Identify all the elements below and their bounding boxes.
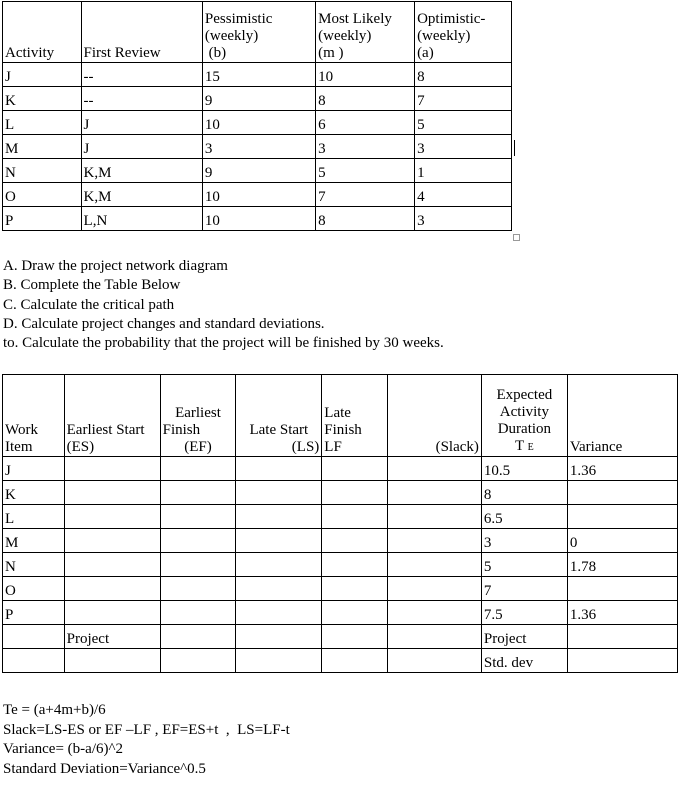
table-row	[3, 457, 678, 481]
task-item: D. Calculate project changes and standard deviations.	[3, 315, 325, 332]
work-item-cell	[3, 625, 65, 649]
table1-header-row	[3, 2, 512, 63]
ls-cell[interactable]	[236, 625, 322, 649]
project-te-label: Project	[481, 625, 567, 649]
most-likely-cell: 7	[316, 183, 415, 207]
variance-cell: 1.36	[567, 457, 677, 481]
std-dev-value[interactable]	[567, 649, 677, 673]
header-es-line2: (ES)	[66, 439, 95, 455]
activity-cell: P	[3, 207, 82, 231]
activity-cell: L	[3, 111, 82, 135]
lf-cell[interactable]	[322, 649, 388, 673]
header-lf-line1: Late	[324, 405, 351, 421]
first-review-cell: --	[81, 87, 202, 111]
slack-cell[interactable]	[387, 625, 481, 649]
es-cell[interactable]	[64, 457, 160, 481]
first-review-cell: K,M	[81, 183, 202, 207]
header-work-item-line1: Work	[5, 422, 38, 438]
table-row	[3, 87, 512, 111]
first-review-cell: K,M	[81, 159, 202, 183]
work-item-cell: P	[3, 601, 65, 625]
table-row	[3, 481, 678, 505]
variance-cell: 1.36	[567, 601, 677, 625]
lf-cell[interactable]	[322, 625, 388, 649]
te-cell: 3	[481, 529, 567, 553]
work-item-cell: M	[3, 529, 65, 553]
header-slack-label: (Slack)	[435, 439, 479, 455]
header-ef-line1: Earliest	[175, 405, 221, 421]
task-item: B. Complete the Table Below	[3, 277, 181, 294]
table2-header-row	[3, 375, 678, 457]
slack-cell[interactable]	[387, 649, 481, 673]
most-likely-cell: 8	[316, 87, 415, 111]
header-earliest-start	[64, 375, 160, 457]
schedule-table	[2, 374, 678, 673]
most-likely-cell: 3	[316, 135, 415, 159]
header-ef-line3: (EF)	[184, 439, 212, 455]
project-row	[3, 625, 678, 649]
slack-cell[interactable]	[387, 553, 481, 577]
optimistic-cell: 1	[415, 159, 512, 183]
slack-cell[interactable]	[387, 601, 481, 625]
std-dev-label: Std. dev	[481, 649, 567, 673]
header-variance-label: Variance	[569, 439, 623, 455]
ef-cell[interactable]	[160, 577, 236, 601]
table-row	[3, 135, 512, 159]
ef-cell[interactable]	[160, 457, 236, 481]
ls-cell[interactable]	[236, 481, 322, 505]
ef-cell[interactable]	[160, 529, 236, 553]
header-expected-duration	[481, 375, 567, 457]
table-row	[3, 601, 678, 625]
es-cell[interactable]	[64, 577, 160, 601]
header-lf-line3: LF	[324, 439, 342, 455]
most-likely-cell: 10	[316, 63, 415, 87]
lf-cell[interactable]	[322, 457, 388, 481]
text-cursor	[514, 140, 515, 156]
task-list	[3, 257, 444, 353]
table-row	[3, 183, 512, 207]
lf-cell[interactable]	[322, 577, 388, 601]
table-row	[3, 63, 512, 87]
work-item-cell: L	[3, 505, 65, 529]
header-most-likely-line3: (m )	[318, 45, 344, 61]
es-cell[interactable]	[64, 505, 160, 529]
ls-cell[interactable]	[236, 457, 322, 481]
ef-cell[interactable]	[160, 601, 236, 625]
activity-cell: M	[3, 135, 82, 159]
optimistic-cell: 4	[415, 183, 512, 207]
ls-cell[interactable]	[236, 553, 322, 577]
header-variance	[567, 375, 677, 457]
lf-cell[interactable]	[322, 529, 388, 553]
ls-cell[interactable]	[236, 649, 322, 673]
lf-cell[interactable]	[322, 601, 388, 625]
variance-cell	[567, 481, 677, 505]
header-te-line3: Duration	[497, 421, 552, 437]
te-symbol: T	[514, 438, 524, 454]
table-row	[3, 207, 512, 231]
te-cell: 10.5	[481, 457, 567, 481]
variance-cell: 1.78	[567, 553, 677, 577]
header-te-symbol	[484, 438, 565, 456]
formula-list	[3, 701, 290, 779]
ls-cell[interactable]	[236, 529, 322, 553]
te-cell: 7.5	[481, 601, 567, 625]
header-activity	[3, 2, 82, 63]
optimistic-cell: 8	[415, 63, 512, 87]
te-cell: 8	[481, 481, 567, 505]
header-late-start	[236, 375, 322, 457]
most-likely-cell: 8	[316, 207, 415, 231]
table-row	[3, 111, 512, 135]
optimistic-cell: 7	[415, 87, 512, 111]
slack-cell[interactable]	[387, 529, 481, 553]
header-most-likely-line2: (weekly)	[318, 28, 372, 44]
pessimistic-cell: 10	[202, 207, 315, 231]
pessimistic-cell: 9	[202, 159, 315, 183]
variance-cell	[567, 577, 677, 601]
first-review-cell: --	[81, 63, 202, 87]
te-cell: 7	[481, 577, 567, 601]
ls-cell[interactable]	[236, 601, 322, 625]
work-item-cell	[3, 649, 65, 673]
variance-cell	[567, 505, 677, 529]
formula-variance: Variance= (b-a/6)^2	[3, 741, 124, 757]
ls-cell[interactable]	[236, 505, 322, 529]
ef-cell[interactable]	[160, 553, 236, 577]
table-row	[3, 577, 678, 601]
header-pessimistic-line2: (weekly)	[204, 28, 259, 44]
ef-cell[interactable]	[160, 481, 236, 505]
te-cell: 6.5	[481, 505, 567, 529]
ef-cell[interactable]	[160, 625, 236, 649]
task-item: to. Calculate the probability that the project will be finished by 30 weeks.	[3, 335, 444, 352]
work-item-cell: K	[3, 481, 65, 505]
activity-cell: O	[3, 183, 82, 207]
work-item-cell: N	[3, 553, 65, 577]
slack-cell[interactable]	[387, 481, 481, 505]
header-work-item-line2: Item	[5, 439, 33, 455]
table-row	[3, 159, 512, 183]
first-review-cell: J	[81, 111, 202, 135]
lf-cell[interactable]	[322, 553, 388, 577]
ef-cell[interactable]	[160, 649, 236, 673]
ef-cell[interactable]	[160, 505, 236, 529]
most-likely-cell: 5	[316, 159, 415, 183]
variance-cell: 0	[567, 529, 677, 553]
header-optimistic-line3: (a)	[417, 45, 434, 61]
header-earliest-finish	[160, 375, 236, 457]
activity-cell: N	[3, 159, 82, 183]
header-optimistic-line1: Optimistic-	[417, 11, 486, 27]
pessimistic-cell: 10	[202, 111, 315, 135]
first-review-cell: J	[81, 135, 202, 159]
task-item: C. Calculate the critical path	[3, 296, 175, 313]
header-pessimistic-line1: Pessimistic	[204, 11, 273, 27]
es-cell[interactable]	[64, 553, 160, 577]
table-resize-handle[interactable]	[513, 234, 520, 241]
header-pessimistic-line3: (b)	[204, 45, 227, 61]
lf-cell[interactable]	[322, 505, 388, 529]
first-review-cell: L,N	[81, 207, 202, 231]
pessimistic-cell: 10	[202, 183, 315, 207]
pessimistic-cell: 15	[202, 63, 315, 87]
slack-cell[interactable]	[387, 457, 481, 481]
formula-slack: Slack=LS-ES or EF –LF , EF=ES+t , LS=LF-t	[3, 721, 290, 738]
header-es-line1: Earliest Start	[66, 422, 145, 438]
formula-std-dev: Standard Deviation=Variance^0.5	[3, 760, 206, 777]
std-dev-row	[3, 649, 678, 673]
pessimistic-cell: 3	[202, 135, 315, 159]
te-cell: 5	[481, 553, 567, 577]
es-cell[interactable]	[64, 601, 160, 625]
header-ls-line2: (LS)	[291, 439, 320, 455]
header-optimistic-line2: (weekly)	[417, 28, 471, 44]
header-pessimistic	[202, 2, 315, 63]
header-activity-label: Activity	[5, 45, 55, 61]
work-item-cell: J	[3, 457, 65, 481]
table-row	[3, 553, 678, 577]
header-first-review-label: First Review	[83, 45, 161, 61]
header-work-item	[3, 375, 65, 457]
header-most-likely	[316, 2, 415, 63]
optimistic-cell: 3	[415, 135, 512, 159]
optimistic-cell: 5	[415, 111, 512, 135]
task-item: A. Draw the project network diagram	[3, 258, 228, 274]
es-cell[interactable]	[64, 529, 160, 553]
header-te-line2: Activity	[499, 404, 549, 420]
header-first-review	[81, 2, 202, 63]
header-slack	[387, 375, 481, 457]
activity-cell: K	[3, 87, 82, 111]
header-optimistic	[415, 2, 512, 63]
slack-cell[interactable]	[387, 505, 481, 529]
table-row	[3, 529, 678, 553]
te-subscript: E	[527, 442, 534, 453]
table-row	[3, 505, 678, 529]
es-cell[interactable]	[64, 481, 160, 505]
header-ef-line2: Finish	[162, 422, 201, 438]
header-most-likely-line1: Most Likely	[318, 11, 392, 27]
optimistic-cell: 3	[415, 207, 512, 231]
most-likely-cell: 6	[316, 111, 415, 135]
activity-cell: J	[3, 63, 82, 87]
project-te-value[interactable]	[567, 625, 677, 649]
lf-cell[interactable]	[322, 481, 388, 505]
pessimistic-cell: 9	[202, 87, 315, 111]
work-item-cell: O	[3, 577, 65, 601]
formula-te: Te = (a+4m+b)/6	[3, 702, 106, 718]
header-late-finish	[322, 375, 388, 457]
activity-estimates-table	[2, 1, 512, 231]
ls-cell[interactable]	[236, 577, 322, 601]
header-ls-line1: Late Start	[249, 422, 309, 438]
slack-cell[interactable]	[387, 577, 481, 601]
header-te-line1: Expected	[496, 387, 553, 403]
header-lf-line2: Finish	[324, 422, 362, 438]
es-cell[interactable]	[64, 649, 160, 673]
project-label: Project	[64, 625, 160, 649]
